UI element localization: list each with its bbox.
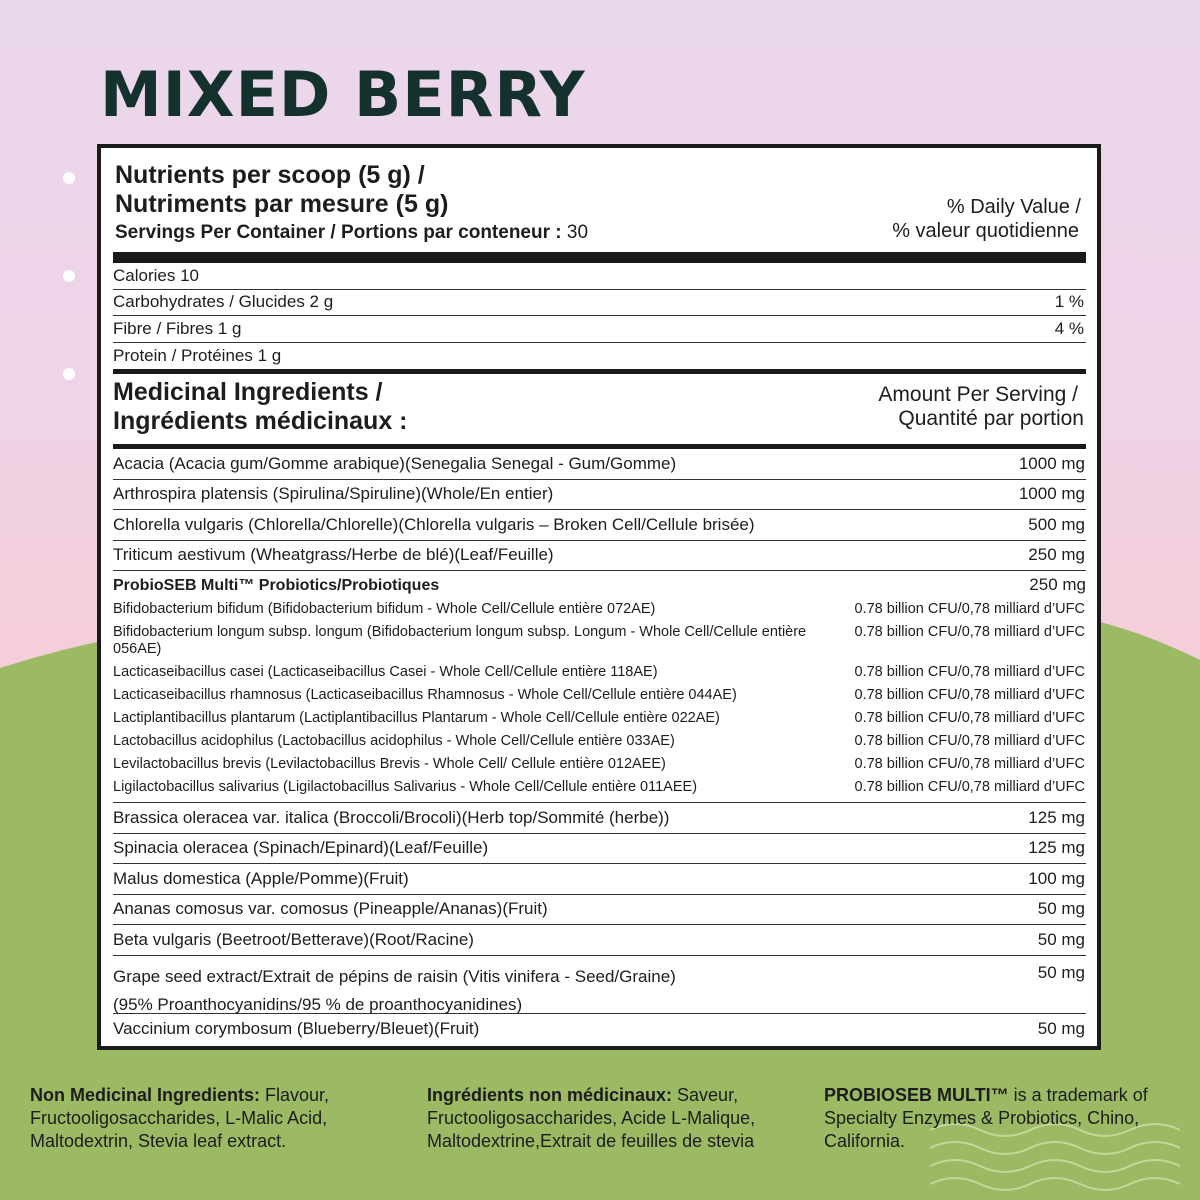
probiotics-header [113, 571, 1086, 595]
non-medicinal-text-en: Flavour, Fructooligosaccharides, L-Malic Acid, Maltodextrin, Stevia leaf extract. [30, 1085, 330, 1151]
strain-name: Lacticaseibacillus casei (Lacticaseibacillus Casei - Whole Cell/Cellule entière 118AE) [113, 664, 658, 680]
servings-label: Servings Per Container / Portions par conteneur : [115, 222, 562, 243]
non-medicinal-label-en: Non Medicinal Ingredients: [30, 1085, 261, 1105]
ingredient-row [113, 480, 1086, 511]
strain-amount: 0.78 billion CFU/0,78 milliard d’UFC [854, 624, 1085, 640]
ingredient-amount: 50 mg [1037, 929, 1085, 949]
strain-name: Bifidobacterium bifidum (Bifidobacterium bifidum - Whole Cell/Cellule entière 072AE) [113, 601, 656, 617]
non-medicinal-ingredients-en [30, 1084, 410, 1153]
ingredient-amount: 125 mg [1028, 838, 1085, 858]
nutrients-heading-fr: Nutriments par mesure (5 g) [115, 190, 449, 218]
strain-name: Levilactobacillus brevis (Levilactobacillus Brevis - Whole Cell/ Cellule entière 012AEE) [113, 756, 666, 772]
ingredient-name: Ananas comosus var. comosus (Pineapple/Ananas)(Fruit) [113, 899, 548, 919]
probiotic-strain-row [113, 779, 1086, 796]
ingredient-amount: 1000 mg [1018, 484, 1085, 504]
nutrient-row-protein [113, 343, 1086, 370]
strain-name: Ligilactobacillus salivarius (Ligilactobacillus Salivarius - Whole Cell/Cellule entière 011AEE) [113, 779, 698, 795]
supplement-facts-panel [97, 144, 1101, 1050]
probiotic-strain-row [113, 601, 1086, 618]
nutrient-value: 1 % [1054, 292, 1084, 312]
ingredient-name [113, 963, 676, 1019]
ingredient-row [113, 864, 1086, 895]
medicinal-heading-fr: Ingrédients médicinaux : [113, 407, 408, 435]
probiotic-strain-row [113, 710, 1086, 727]
non-medicinal-label-fr: Ingrédients non médicinaux: [427, 1085, 673, 1105]
ingredient-row-grape-seed [113, 956, 1086, 1014]
probiotics-amount: 250 mg [1029, 575, 1086, 594]
ingredient-row [113, 510, 1086, 541]
strain-name: Lactobacillus acidophilus (Lactobacillus acidophilus - Whole Cell/Cellule entière 033AE) [113, 733, 675, 749]
probiotics-block [113, 571, 1086, 803]
product-title: MIXED BERRY [100, 58, 586, 131]
nutrient-name: Fibre / Fibres 1 g [113, 318, 242, 338]
ingredient-name: Brassica oleracea var. italica (Broccoli/Brocoli)(Herb top/Sommité (herbe)) [113, 807, 670, 827]
ingredient-amount: 100 mg [1028, 868, 1085, 888]
non-medicinal-ingredients-fr [427, 1084, 797, 1153]
ingredient-name: Beta vulgaris (Beetroot/Betterave)(Root/Racine) [113, 929, 474, 949]
trademark-text: is a trademark of Specialty Enzymes & Probiotics, Chino, California. [824, 1085, 1148, 1151]
probiotic-strain-row [113, 624, 1086, 658]
nutrient-row-fibre [113, 316, 1086, 343]
strain-amount: 0.78 billion CFU/0,78 milliard d’UFC [854, 601, 1085, 617]
probiotics-label: ProbioSEB Multi™ Probiotics/Probiotiques [113, 577, 440, 594]
strain-name: Bifidobacterium longum subsp. longum (Bifidobacterium longum subsp. Longum - Whole Cell/Cellule entière 056AE) [113, 624, 807, 657]
decor-dot [63, 270, 75, 282]
nutrient-name: Carbohydrates / Glucides 2 g [113, 292, 334, 312]
decor-dot [63, 368, 75, 380]
strain-amount: 0.78 billion CFU/0,78 milliard d’UFC [854, 779, 1085, 795]
ingredient-amount: 125 mg [1028, 807, 1085, 827]
nutrients-heading-en: Nutrients per scoop (5 g) / [115, 161, 425, 189]
nutrient-value: 4 % [1054, 318, 1084, 338]
divider-thick [113, 252, 1086, 263]
servings-value: 30 [566, 222, 589, 243]
ingredient-name: Arthrospira platensis (Spirulina/Spiruline)(Whole/En entier) [113, 484, 554, 504]
decor-dot [63, 172, 75, 184]
ingredient-name: Vaccinium corymbosum (Blueberry/Bleuet)(Fruit) [113, 1018, 480, 1038]
ingredient-name: Acacia (Acacia gum/Gomme arabique)(Senegalia Senegal - Gum/Gomme) [113, 453, 677, 473]
nutrition-header [113, 148, 1086, 252]
ingredient-name: Triticum aestivum (Wheatgrass/Herbe de blé)(Leaf/Feuille) [113, 545, 554, 565]
medicinal-heading-en: Medicinal Ingredients / [113, 378, 383, 406]
medicinal-header [113, 374, 1086, 444]
ingredient-amount: 250 mg [1028, 545, 1085, 565]
ingredient-row [113, 803, 1086, 834]
ingredient-amount: 1000 mg [1018, 453, 1085, 473]
strain-amount: 0.78 billion CFU/0,78 milliard d’UFC [854, 687, 1085, 703]
ingredient-name: Chlorella vulgaris (Chlorella/Chlorelle)(Chlorella vulgaris – Broken Cell/Cellule brisée) [113, 514, 755, 534]
probiotic-strain-row [113, 756, 1086, 773]
nutrient-name: Calories 10 [113, 265, 199, 285]
trademark-label: PROBIOSEB MULTI™ [824, 1085, 1009, 1105]
strain-amount: 0.78 billion CFU/0,78 milliard d’UFC [854, 710, 1085, 726]
ingredient-row [113, 541, 1086, 572]
amount-heading-fr: Quantité par portion [898, 407, 1084, 430]
probiotic-strain-row [113, 664, 1086, 681]
daily-value-heading-en: % Daily Value / [946, 196, 1081, 218]
amount-heading-en: Amount Per Serving / [878, 383, 1078, 406]
ingredient-row [113, 925, 1086, 956]
ingredient-amount: 500 mg [1028, 514, 1085, 534]
ingredient-row [113, 895, 1086, 926]
strain-amount: 0.78 billion CFU/0,78 milliard d’UFC [854, 664, 1085, 680]
ingredient-amount: 50 mg [1037, 1018, 1085, 1038]
ingredient-row [113, 449, 1086, 480]
servings-per-container [115, 222, 588, 244]
non-medicinal-text-fr: Saveur, Fructooligosaccharides, Acide L-Malique, Maltodextrine,Extrait de feuilles de stevia [427, 1085, 756, 1151]
ingredient-name: Malus domestica (Apple/Pomme)(Fruit) [113, 868, 409, 888]
ingredient-amount: 50 mg [1037, 962, 1085, 982]
daily-value-heading-fr: % valeur quotidienne [892, 220, 1079, 242]
strain-amount: 0.78 billion CFU/0,78 milliard d’UFC [854, 733, 1085, 749]
strain-name: Lactiplantibacillus plantarum (Lactiplantibacillus Plantarum - Whole Cell/Cellule entière 022AE) [113, 710, 720, 726]
ingredient-row [113, 834, 1086, 865]
ingredient-name: Spinacia oleracea (Spinach/Epinard)(Leaf/Feuille) [113, 838, 489, 858]
probiotic-strain-row [113, 733, 1086, 750]
nutrient-name: Protein / Protéines 1 g [113, 345, 282, 365]
strain-name: Lacticaseibacillus rhamnosus (Lacticaseibacillus Rhamnosus - Whole Cell/Cellule entière 044AE) [113, 687, 737, 703]
probiotic-strain-row [113, 687, 1086, 704]
strain-amount: 0.78 billion CFU/0,78 milliard d’UFC [854, 756, 1085, 772]
grape-line-2: (95% Proanthocyanidins/95 % de proanthocyanidines) [113, 994, 523, 1014]
nutrient-row-carbohydrates [113, 290, 1086, 317]
grape-line-1: Grape seed extract/Extrait de pépins de raisin (Vitis vinifera - Seed/Graine) [113, 966, 676, 986]
trademark-notice [824, 1084, 1184, 1153]
ingredient-amount: 50 mg [1037, 899, 1085, 919]
nutrient-row-calories [113, 263, 1086, 290]
